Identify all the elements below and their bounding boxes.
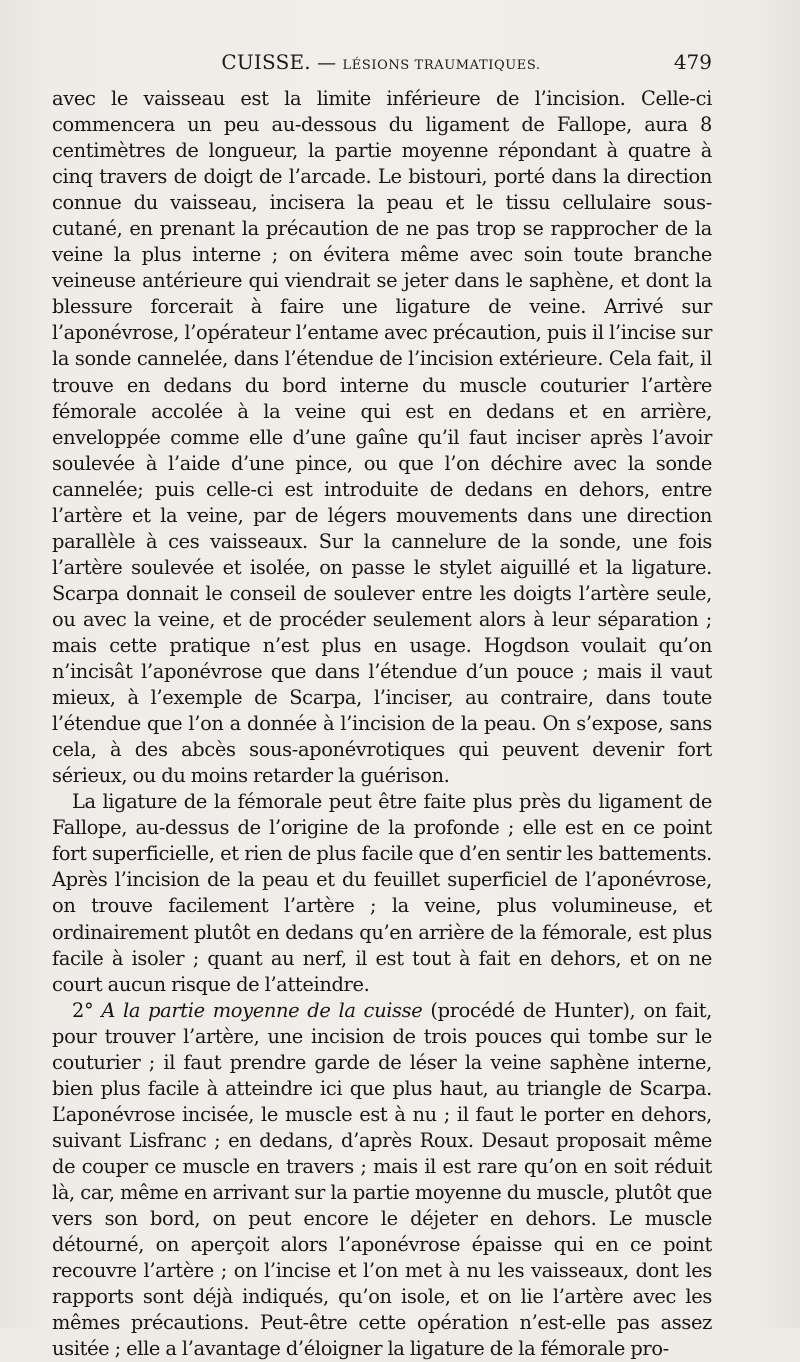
running-title xyxy=(50,50,712,74)
running-title-main: CUISSE. xyxy=(221,50,311,74)
running-header xyxy=(50,50,712,78)
paragraph-3-italic: A la partie moyenne de la cuisse xyxy=(101,998,423,1022)
running-title-dash: — xyxy=(310,52,343,74)
body-text xyxy=(52,86,712,1362)
paragraph-3-text: (procédé de Hunter), on fait, pour trouver l’artère, une incision de trois pouces qui tombe sur le couturier ; il faut prendre garde de léser la veine saphène interne, bien plus facile à atteindre ici que plus haut, au triangle de Scarpa. L’aponévrose incisée, le muscle est à nu ; il faut le porter en dehors, suivant Lisfranc ; en dedans, d’après Roux. Desaut proposait même de couper ce muscle en travers ; mais il est rare qu’on en soit réduit là, car, même en arrivant sur la partie moyenne du muscle, plutôt que vers son bord, on peut encore le déjeter en dehors. Le muscle détourné, on aperçoit alors l’aponévrose épaisse qui en ce point recouvre l’artère ; on l’incise et l’on met à nu les vaisseaux, dont les rapports sont déjà indiqués, qu’on isole, et on lie l’artère avec les mêmes précautions. Peut-être cette opération n’est-elle pas assez usitée ; elle a l’avantage d’éloigner la ligature de la fémorale pro- xyxy=(52,998,712,1361)
paragraph-3-lead: 2° xyxy=(72,998,102,1022)
page-number: 479 xyxy=(673,50,712,74)
paragraph-1: avec le vaisseau est la limite inférieure de l’incision. Celle-ci commencera un peu au-dessous du ligament de Fallope, aura 8 centimètres de longueur, la partie moyenne répondant à quatre à cinq travers de doigt de l’arcade. Le bistouri, porté dans la direction connue du vaisseau, incisera la peau et le tissu cellulaire sous-cutané, en prenant la précaution de ne pas trop se rapprocher de la veine la plus interne ; on évitera même avec soin toute branche veineuse antérieure qui viendrait se jeter dans le saphène, et dont la blessure forcerait à faire une ligature de veine. Arrivé sur l’aponévrose, l’opérateur l’entame avec précaution, puis il l’incise sur la sonde cannelée, dans l’étendue de l’incision extérieure. Cela fait, il trouve en dedans du bord interne du muscle couturier l’artère fémorale accolée à la veine qui est en dedans et en arrière, enveloppée comme elle d’une gaîne qu’il faut inciser après l’avoir soulevée à l’aide d’une pince, ou que l’on déchire avec la sonde cannelée; puis celle-ci est introduite de dedans en dehors, entre l’artère et la veine, par de légers mouvements dans une direction parallèle à ces vaisseaux. Sur la cannelure de la sonde, une fois l’artère soulevée et isolée, on passe le stylet aiguillé et la ligature. Scarpa donnait le conseil de soulever entre les doigts l’artère seule, ou avec la veine, et de procéder seulement alors à leur séparation ; mais cette pratique n’est plus en usage. Hogdson voulait qu’on n’incisât l’aponévrose que dans l’étendue d’un pouce ; mais il vaut mieux, à l’exemple de Scarpa, l’inciser, au contraire, dans toute l’étendue que l’on a donnée à l’incision de la peau. On s’expose, sans cela, à des abcès sous-aponévrotiques qui peuvent devenir fort sérieux, ou du moins retarder la guérison. xyxy=(52,87,712,788)
running-title-sub: LÉSIONS TRAUMATIQUES. xyxy=(342,58,541,73)
paragraph-2: La ligature de la fémorale peut être faite plus près du ligament de Fallope, au-dessus de l’origine de la profonde ; elle est en ce point fort superficielle, et rien de plus facile que d’en sentir les battements. Après l’incision de la peau et du feuillet superficiel de l’aponévrose, on trouve facilement l’artère ; la veine, plus volumineuse, et ordinairement plutôt en dedans qu’en arrière de la fémorale, est plus facile à isoler ; quant au nerf, il est tout à fait en dehors, et on ne court aucun risque de l’atteindre. xyxy=(52,790,712,996)
paragraph-3 xyxy=(52,998,712,1362)
